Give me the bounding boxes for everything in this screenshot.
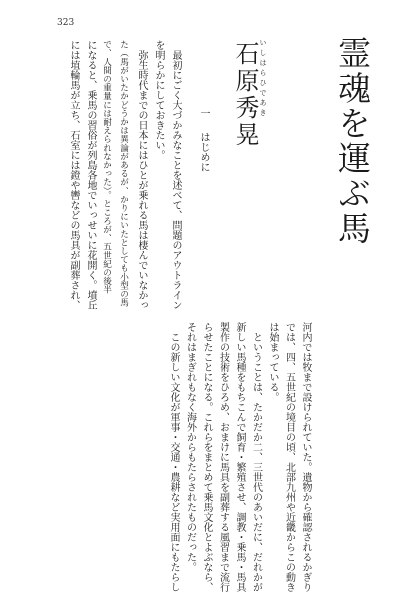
section-heading [198, 108, 208, 172]
text-line: た（馬がいたかどうかは異論があるが、かりにいたとしても小型の馬 [118, 40, 129, 307]
text-line: 製作の技術をひろめ、おまけに馬具を副葬する風習まで流行 [217, 322, 229, 592]
text-line: では、四、五世紀の境目の頃、北部九州や近畿からこの動き [283, 322, 295, 592]
page-number: 323 [57, 18, 75, 28]
text-line: 最初にごく大づかみなことを述べて、問題のアウトライン [170, 50, 181, 310]
text-line: 弥生時代までの日本にはひとが乗れる馬は棲んでいなかっ [136, 50, 147, 310]
author-reading: いしはらひであき [259, 39, 267, 119]
section-number: 一 [198, 108, 209, 118]
text-line: になると、乗馬の習俗が列島各地でいっせいに花開く。墳丘 [85, 40, 96, 310]
text-line: ということは、たかだか二、三世代のあいだに、だれかが [250, 332, 262, 592]
text-line: を明らかにしておきたい。 [153, 40, 164, 160]
author-name: 石原秀晃 [231, 41, 259, 149]
text-line: この新しい文化が軍事・交通・農耕など実用面にもたらし [168, 332, 179, 592]
text-line: 新しい馬種をもちこんで飼育・繁殖させ、調教・乗馬・馬具 [234, 322, 245, 592]
text-line: らせたことになる。これらをまとめて乗馬文化とよぶなら、 [201, 322, 212, 592]
section-title: はじめに [198, 132, 209, 172]
text-line: それはまぎれもなく海外からもたらされたものだった。 [184, 322, 196, 572]
text-line: で、人間の重量には耐えられなかった）。ところが、五世紀の後半 [101, 40, 112, 294]
text-line: には埴輪馬が立ち、石室には鐙や轡などの馬具が副葬され、 [68, 40, 79, 310]
text-line: は始まっている。 [267, 322, 278, 402]
text-line: 河内では牧まで設けられていた。遺物から確認されるかぎり [300, 322, 311, 592]
page-title: 霊魂を運ぶ馬 [333, 36, 372, 246]
